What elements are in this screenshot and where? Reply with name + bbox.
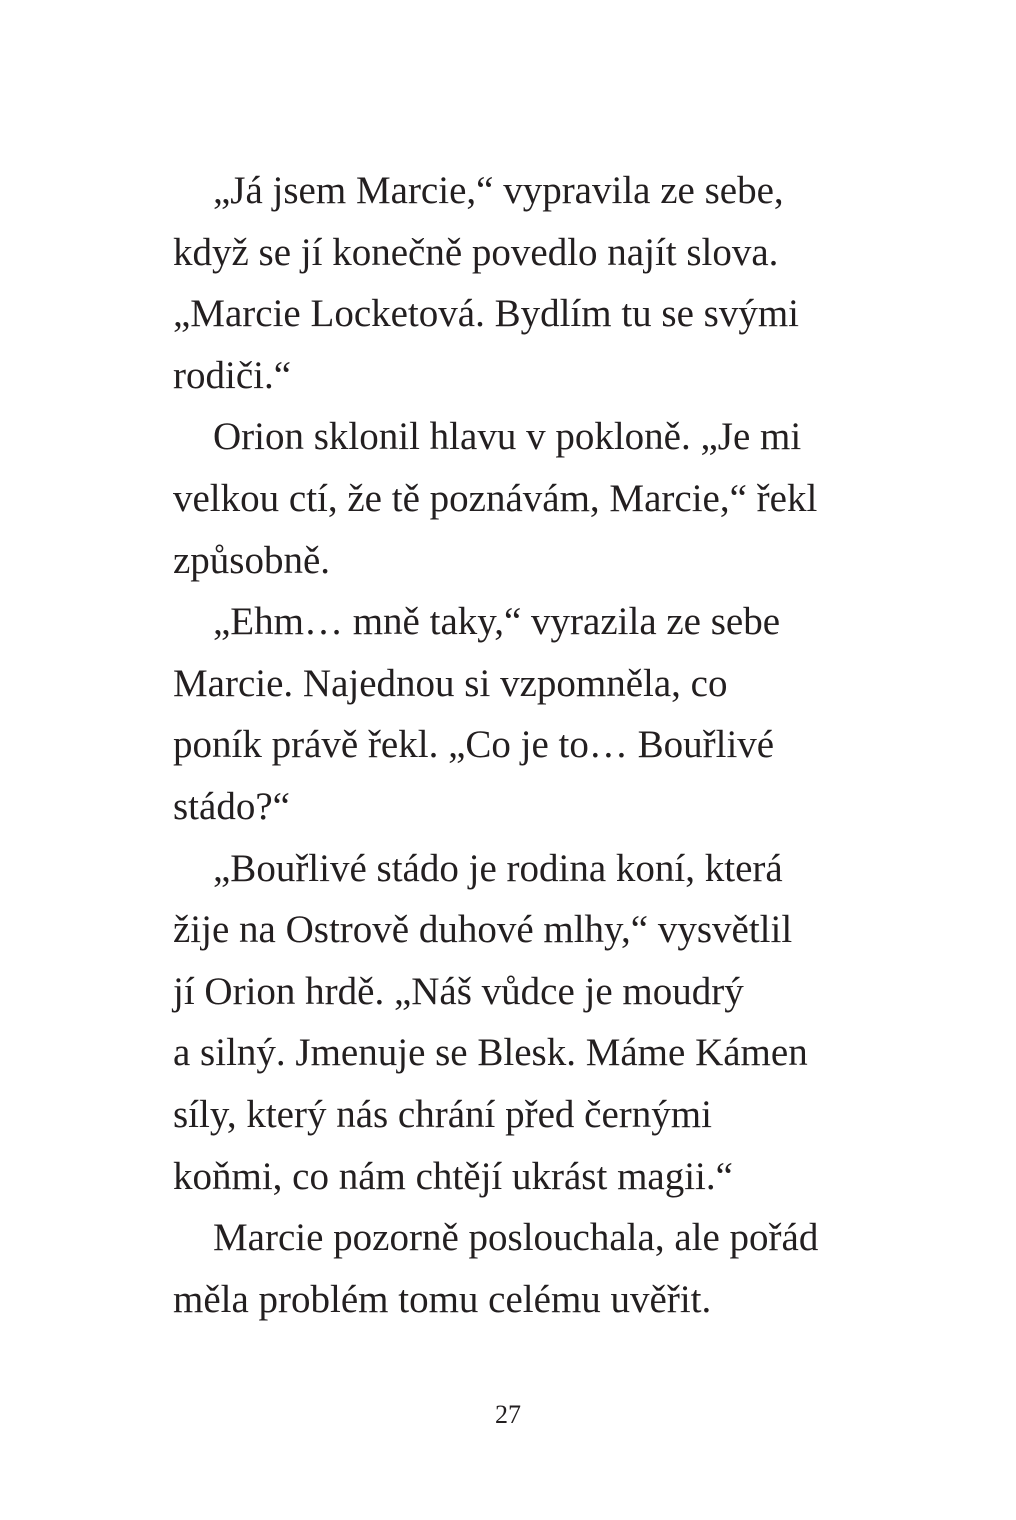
text-line: když se jí konečně povedlo najít slova. [173,230,779,274]
text-line: stádo?“ [173,784,290,828]
text-line: Marcie pozorně poslouchala, ale pořád [213,1216,819,1260]
text-line: „Já jsem Marcie,“ vypravila ze sebe, [213,169,784,212]
page-number: 27 [495,1400,521,1429]
text-line: síly, který nás chrání před černými [173,1092,712,1136]
text-line: způsobně. [173,538,331,582]
text-line: „Marcie Locketová. Bydlím tu se svými [173,292,800,336]
text-line: žije na Ostrově duhové mlhy,“ vysvětlil [173,908,793,952]
text-line: měla problém tomu celému uvěřit. [173,1277,712,1321]
text-line: „Ehm… mně taky,“ vyrazila ze sebe [213,600,781,644]
text-line: velkou ctí, že tě poznávám, Marcie,“ řekl [173,476,818,520]
text-line: Marcie. Najednou si vzpomněla, co [173,661,728,705]
text-line: jí Orion hrdě. „Náš vůdce je moudrý [173,969,744,1013]
text-line: rodiči.“ [173,353,292,397]
text-line: a silný. Jmenuje se Blesk. Máme Kámen [173,1031,808,1075]
text-line: Orion sklonil hlavu v pokloně. „Je mi [213,415,802,459]
text-line: koňmi, co nám chtějí ukrást magii.“ [173,1154,733,1198]
text-line: „Bouřlivé stádo je rodina koní, která [213,846,783,890]
text-line: poník právě řekl. „Co je to… Bouřlivé [173,723,775,767]
body-text [173,160,873,1330]
